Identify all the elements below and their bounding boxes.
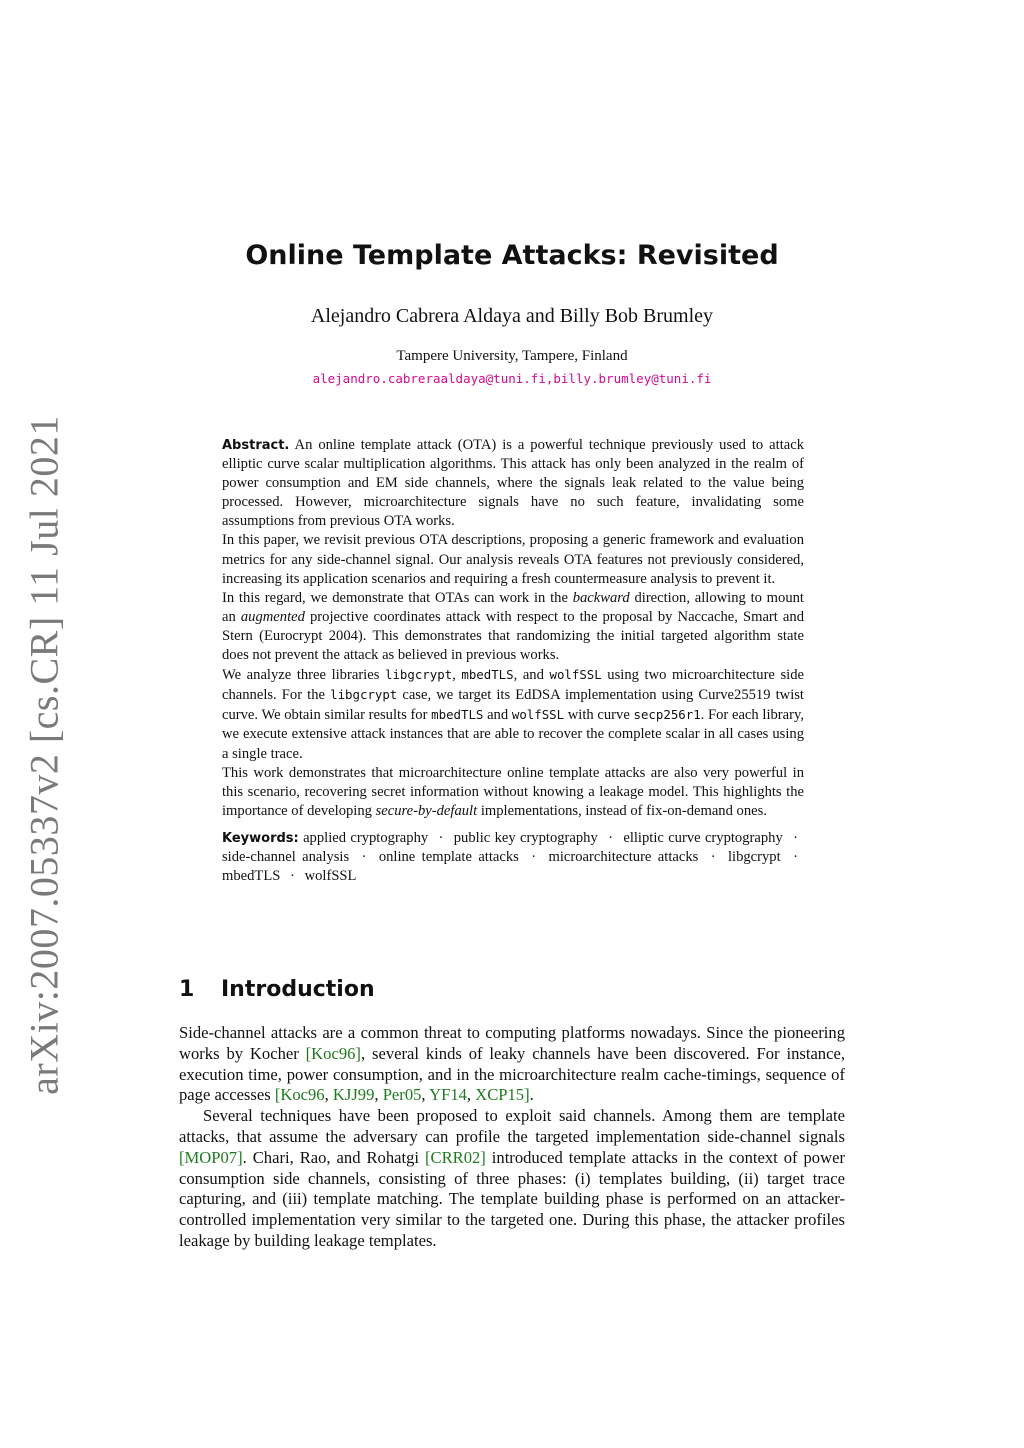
emphasis: secure-by-default [375, 802, 478, 819]
citation-link[interactable]: [MOP07] [179, 1147, 243, 1167]
code-term: mbedTLS [431, 707, 484, 723]
code-term: mbedTLS [461, 667, 514, 683]
code-term: libgcrypt [330, 687, 398, 703]
text: , [466, 1085, 476, 1105]
text: direction, allowing to mount an [222, 589, 804, 625]
text: . [529, 1085, 534, 1105]
abstract-text: An online template attack (OTA) is a powerful technique previously used to attack elliptic curve scalar multiplication algorithms. This attack has only been analyzed in the realm of power consumption and EM side channels, where the signals leak related to the value being processed. However, microarchitecture signals have no such feature, invalidating some assumptions from previous OTA works. [222, 437, 805, 530]
text: , and [513, 667, 550, 684]
text: , [421, 1085, 430, 1105]
text: We analyze three libraries [222, 667, 385, 684]
text: Side-channel attacks are a common threat to computing platforms nowadays. Since the pioneering works by Kocher [179, 1023, 845, 1063]
text: projective coordinates attack with respect to the proposal by Naccache, Smart and Stern (Eurocrypt 2004). This demonstrates that randomizing the initial targeted algorithm state does not prevent the attack as believed in previous works. [222, 608, 804, 664]
text: , [324, 1085, 333, 1105]
abstract-paragraph-5 [222, 764, 804, 821]
abstract-paragraph-3 [222, 589, 804, 665]
emphasis: augmented [240, 608, 305, 625]
text: . For each library, we execute extensive attack instances that are able to recover the complete scalar in all cases using a single trace. [222, 707, 804, 762]
text: with curve [564, 707, 634, 724]
keyword: wolfSSL [304, 868, 357, 885]
text: , [452, 667, 462, 684]
section-title: Introduction [221, 977, 375, 1002]
keyword: microarchitecture attacks [548, 848, 699, 865]
citation-bracket: ] [524, 1085, 530, 1105]
arxiv-stamp: arXiv:2007.05337v2 [cs.CR] 11 Jul 2021 [21, 415, 67, 1095]
keyword: mbedTLS [222, 868, 281, 885]
keyword-separator: · [608, 829, 613, 846]
citation-link[interactable]: Per05 [382, 1085, 422, 1105]
keyword-separator: · [531, 848, 537, 865]
keyword: applied cryptography [303, 829, 429, 846]
citation-link[interactable]: KJJ99 [332, 1085, 375, 1105]
keyword: public key cryptography [453, 829, 598, 846]
text: and [483, 707, 512, 724]
keywords-label: Keywords: [222, 830, 299, 846]
text: . Chari, Rao, and Rohatgi [242, 1147, 425, 1167]
abstract-paragraph-1 [222, 436, 804, 531]
keyword-separator: · [361, 848, 367, 865]
keyword: elliptic curve cryptography [623, 829, 783, 846]
text: , [374, 1085, 383, 1105]
text: , several kinds of leaky channels have been discovered. For instance, execution time, power consumption, and in the microarchitecture realm cache-timings, sequence of page accesses [179, 1043, 845, 1105]
abstract [222, 436, 804, 886]
citation-link[interactable]: YF14 [429, 1085, 467, 1105]
introduction-body [179, 1023, 845, 1252]
abstract-label: Abstract. [222, 438, 290, 453]
keyword: online template attacks [378, 848, 519, 865]
keywords [222, 829, 804, 886]
citation-link[interactable]: [Koc96] [305, 1043, 361, 1063]
abstract-paragraph-4 [222, 665, 804, 763]
keyword-separator: · [290, 868, 295, 885]
affiliation: Tampere University, Tampere, Finland [396, 348, 628, 364]
authors: Alejandro Cabrera Aldaya and Billy Bob Brumley [310, 305, 714, 327]
keyword-separator: · [438, 829, 444, 846]
code-term: secp256r1 [633, 707, 701, 723]
keyword: libgcrypt [727, 848, 781, 865]
citation-link[interactable]: Koc96 [280, 1085, 325, 1105]
citation-link[interactable]: XCP15 [475, 1085, 525, 1105]
emphasis: backward [572, 589, 630, 606]
intro-paragraph-1 [179, 1023, 845, 1106]
text: This work demonstrates that microarchitecture online template attacks are also very powerful in this scenario, recovering secret information without knowing a leakage model. This highlights the importance of developing [222, 764, 804, 819]
keyword: side-channel analysis [222, 848, 350, 865]
citation-link[interactable]: [CRR02] [424, 1147, 486, 1167]
code-term: wolfSSL [549, 667, 602, 683]
text: In this regard, we demonstrate that OTAs can work in the [222, 589, 573, 606]
author-emails[interactable] [0, 371, 1024, 386]
intro-paragraph-2 [179, 1106, 845, 1252]
keyword-separator: · [710, 848, 716, 865]
citation-bracket: [ [274, 1085, 281, 1105]
code-term: libgcrypt [384, 667, 453, 683]
text: introduced template attacks in the context of power consumption side channels, consisting of three phases: (i) templates building, (ii) target trace capturing, and (iii) template matching. The template building phase is performed on an attacker-controlled implementation very similar to the targeted one. During this phase, the attacker profiles leakage by building leakage templates. [179, 1147, 845, 1250]
section-number: 1 [179, 977, 195, 1002]
abstract-paragraph-2: In this paper, we revisit previous OTA descriptions, proposing a generic framework and evaluation metrics for any side-channel signal. Our analysis reveals OTA features not previously considered, increasing its application scenarios and requiring a fresh countermeasure analysis to prevent it. [222, 532, 804, 587]
text: case, we target its EdDSA implementation using Curve25519 twist curve. We obtain similar results for [222, 687, 804, 724]
code-term: wolfSSL [511, 707, 565, 723]
text: implementations, instead of fix-on-demand ones. [477, 802, 767, 819]
keywords-list [222, 830, 804, 884]
keyword-separator: · [793, 829, 798, 846]
text: Several techniques have been proposed to exploit said channels. Among them are template attacks, that assume the adversary can profile the targeted implementation side-channel signals [179, 1106, 845, 1146]
email-links[interactable]: alejandro.cabreraaldaya@tuni.fi,billy.brumley@tuni.fi [312, 371, 712, 386]
text: using two microarchitecture side channels. For the [222, 667, 805, 704]
keyword-separator: · [793, 848, 798, 865]
paper-title: Online Template Attacks: Revisited [245, 240, 779, 271]
section-heading [179, 977, 375, 1002]
